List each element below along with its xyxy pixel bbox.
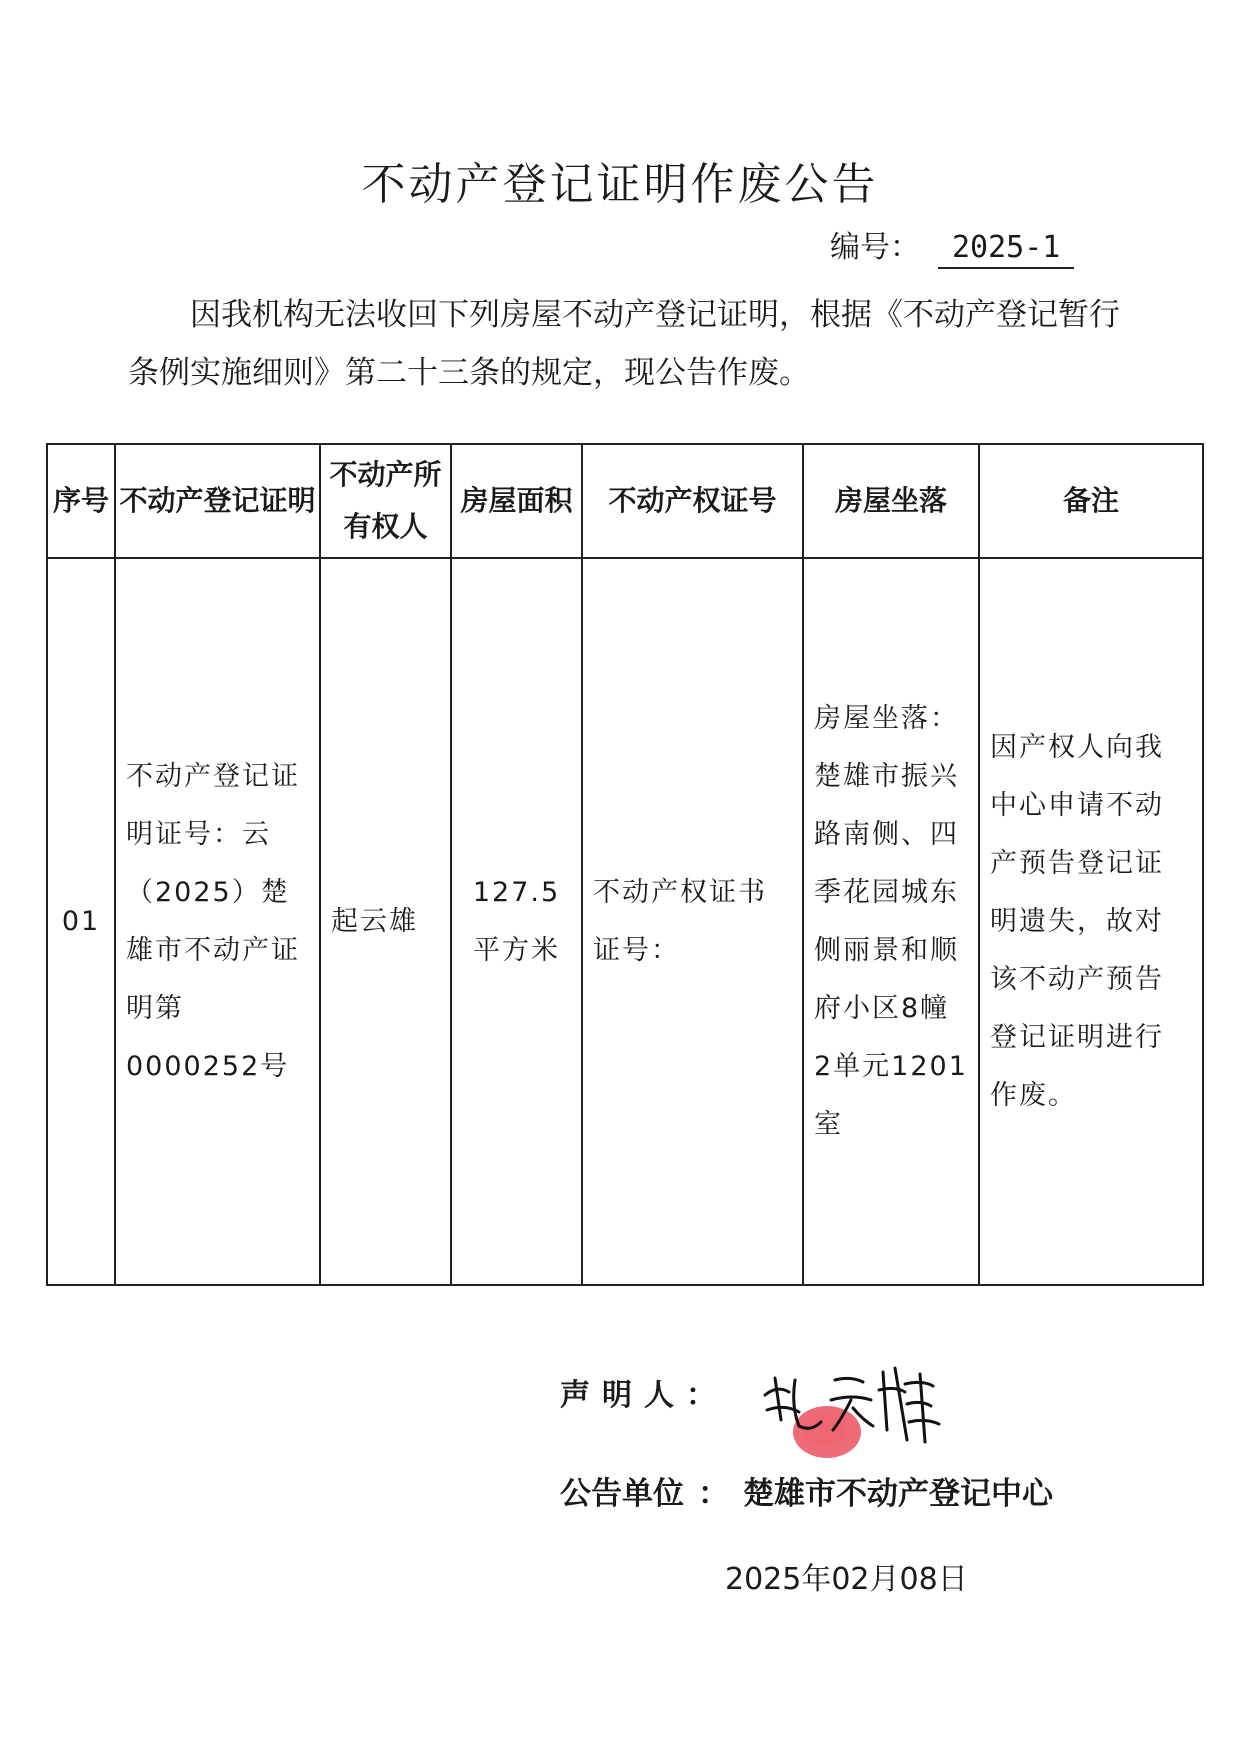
cell-title-cert-no: 不动产权证书证号： — [582, 558, 803, 1285]
cell-certificate: 不动产登记证明证号：云（2025）楚雄市不动产证明第0000252号 — [115, 558, 320, 1285]
document-number-value: 2025-1 — [938, 230, 1074, 269]
issuing-unit — [560, 1468, 1053, 1513]
header-owner: 不动产所有权人 — [320, 444, 451, 558]
header-area: 房屋面积 — [451, 444, 582, 558]
cell-location: 房屋坐落：楚雄市振兴路南侧、四季花园城东侧丽景和顺府小区8幢2单元1201室 — [803, 558, 979, 1285]
issuing-unit-value: 楚雄市不动产登记中心 — [743, 1476, 1053, 1512]
header-seq: 序号 — [47, 444, 115, 558]
notice-table — [46, 443, 1204, 1286]
header-location: 房屋坐落 — [803, 444, 979, 558]
issuing-unit-separator: ： — [698, 1476, 729, 1512]
issuing-unit-label: 公告单位 — [560, 1476, 684, 1512]
page-title: 不动产登记证明作废公告 — [361, 159, 879, 210]
cell-remark: 因产权人向我中心申请不动产预告登记证明遗失，故对该不动产预告登记证明进行作废。 — [979, 558, 1203, 1285]
intro-paragraph: 因我机构无法收回下列房屋不动产登记证明，根据《不动产登记暂行条例实施细则》第二十三条的规定，现公告作废。 — [128, 297, 1120, 391]
document-number — [830, 222, 1074, 269]
table-row — [47, 558, 1203, 1285]
declarant-label: 声明人： — [560, 1378, 728, 1413]
document-number-label: 编号： — [830, 230, 920, 265]
header-remark: 备注 — [979, 444, 1203, 558]
table-header-row — [47, 444, 1203, 558]
cell-area: 127.5平方米 — [451, 558, 582, 1285]
header-title-cert-no: 不动产权证号 — [582, 444, 803, 558]
cell-owner: 起云雄 — [320, 558, 451, 1285]
issue-date: 2025年02月08日 — [725, 1562, 968, 1597]
header-certificate: 不动产登记证明 — [115, 444, 320, 558]
cell-seq: 01 — [47, 558, 115, 1285]
handwritten-signature — [755, 1350, 955, 1460]
